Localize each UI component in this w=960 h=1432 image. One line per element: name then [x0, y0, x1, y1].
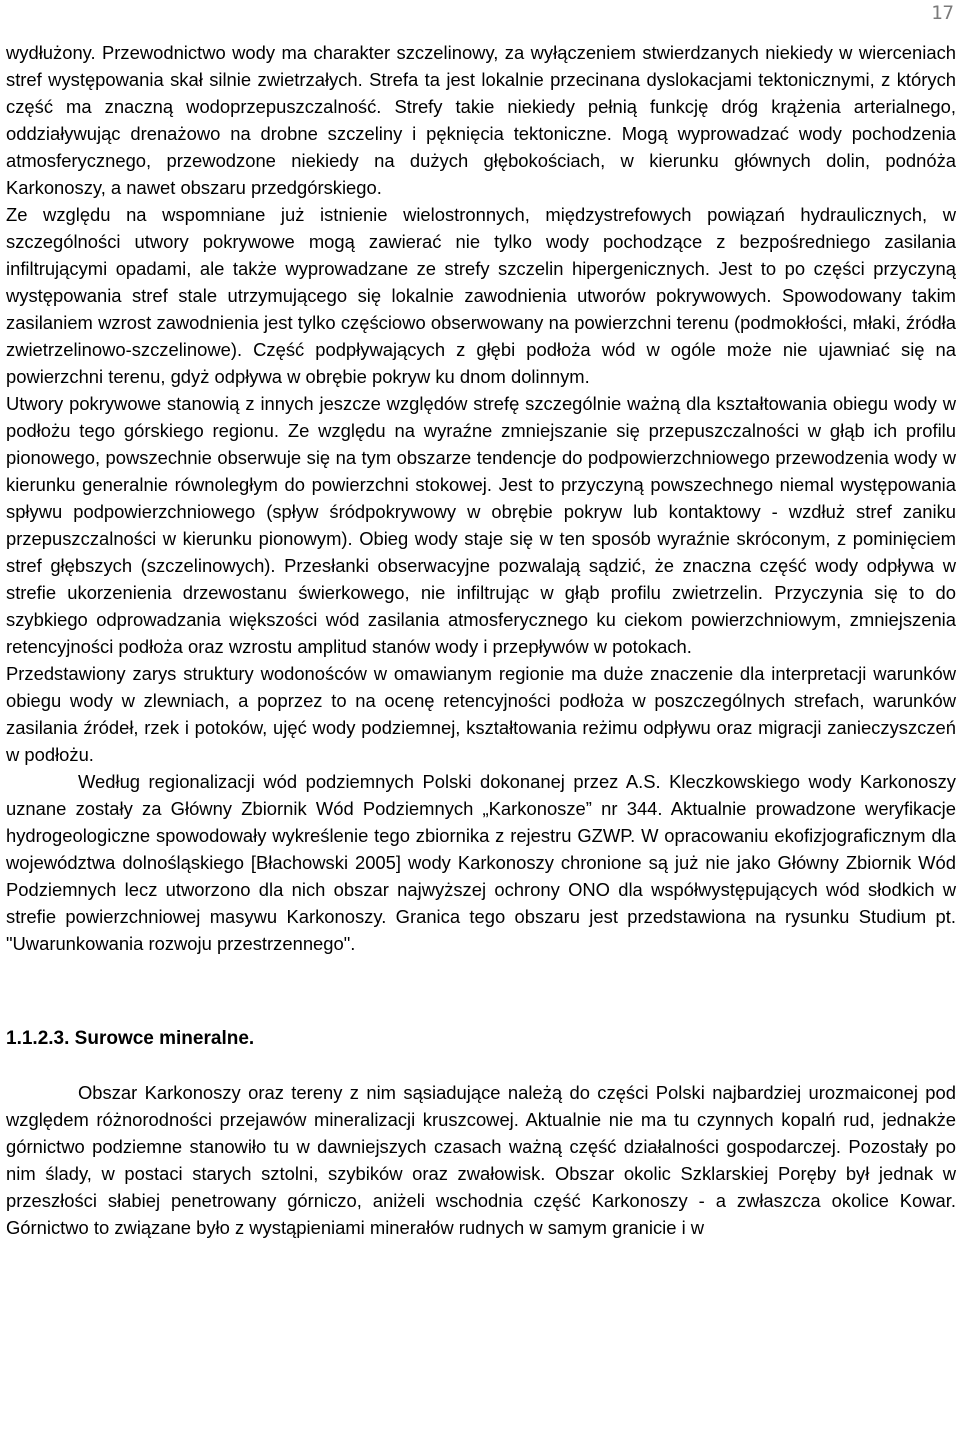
paragraph-cover-formations: Utwory pokrywowe stanowią z innych jeszcze względów strefę szczególnie ważną dla kształtowania obiegu wody w podłożu tego górskiego regionu. Ze względu na wyraźne zmniejszanie się przepuszczalności w głąb ich profilu pionowego, powszechnie obserwuje się na tym obszarze tendencje do podpowierzchniowego przewodzenia wody w kierunku generalnie równoległym do powierzchni stokowej. Jest to przyczyną powszechnego niemal występowania spływu podpowierzchniowego (spływ śródpokrywowy w obrębie pokryw lub kontaktowy - wzdłuż stref zaniku przepuszczalności w kierunku pionowym). Obieg wody staje się w ten sposób wyraźnie skróconym, z pominięciem stref głębszych (szczelinowych). Przesłanki obserwacyjne pozwalają sądzić, że znaczna część wody odpływa w strefie ukorzenienia drzewostanu świerkowego, nie infiltrując w głąb profilu zwietrzelin. Przyczynia się to do szybkiego odprowadzania większości wód zasilania atmosferycznego ku ciekom powierzchniowym, zmniejszenia retencyjności podłoża oraz wzrostu amplitud stanów wody i przepływów w potokach.	[6, 393, 956, 657]
document-body	[6, 39, 956, 1241]
paragraph-fracture-conductivity: wydłużony. Przewodnictwo wody ma charakter szczelinowy, za wyłączeniem stwierdzanych niekiedy w wierceniach stref występowania skał silnie zwietrzałych. Strefa ta jest lokalnie przecinana dyslokacjami tektonicznymi, z których część ma znaczną wodoprzepuszczalność. Strefy takie niekiedy pełnią funkcję dróg krążenia arterialnego, oddziaływując drenażowo na drobne szczeliny i pęknięcia tektoniczne. Mogą wyprowadzać wody pochodzenia atmosferycznego, przewodzone niekiedy na dużych głębokościach, w kierunku głównych dolin, podnóża Karkonoszy, a nawet obszaru przedgórskiego.	[6, 42, 956, 198]
paragraph-hydraulic-connections: Ze względu na wspomniane już istnienie wielostronnych, międzystrefowych powiązań hydraulicznych, w szczególności utwory pokrywowe mogą zawierać nie tylko wody pochodzące z bezpośredniego zasilania infiltrującymi opadami, ale także wyprowadzane ze strefy szczelin hipergenicznych. Jest to po części przyczyną występowania stref stale utrzymującego się lokalnie zawodnienia utworów pokrywowych. Spowodowany takim zasilaniem wzrost zawodnienia jest tylko częściowo obserwowany na powierzchni terenu (podmokłości, młaki, źródła zwietrzelinowo-szczelinowe). Część podpływających z głębi podłoża wód w ogóle może nie ujawniać się na powierzchni terenu, gdyż odpływa w obrębie pokryw ku dnom dolinnym.	[6, 204, 956, 387]
paragraph-groundwater-regionalization: Według regionalizacji wód podziemnych Polski dokonanej przez A.S. Kleczkowskiego wody Karkonoszy uznane zostały za Główny Zbiornik Wód Podziemnych „Karkonosze” nr 344. Aktualnie prowadzone weryfikacje hydrogeologiczne spowodowały wykreślenie tego zbiornika z rejestru GZWP. W opracowaniu ekofizjograficznym dla województwa dolnośląskiego [Błachowski 2005] wody Karkonoszy chronione są już nie jako Główny Zbiornik Wód Podziemnych lecz utworzono dla nich obszar najwyższej ochrony ONO dla współwystępujących wód słodkich w strefie powierzchniowej masywu Karkonoszy. Granica tego obszaru jest przedstawiona na rysunku Studium pt. "Uwarunkowania rozwoju przestrzennego".	[6, 771, 956, 954]
paragraph-mineral-resources: Obszar Karkonoszy oraz tereny z nim sąsiadujące należą do części Polski najbardziej urozmaiconej pod względem różnorodności przejawów mineralizacji kruszcowej. Aktualnie nie ma tu czynnych kopalń rud, jednakże górnictwo podziemne stanowiło tu w dawniejszych czasach ważną część działalności gospodarczej. Pozostały po nim ślady, w postaci starych sztolni, szybików oraz zwałowisk. Obszar okolic Szklarskiej Poręby był jednak w przeszłości słabiej penetrowany górniczo, aniżeli wschodnia część Karkonoszy - a zwłaszcza okolice Kowar. Górnictwo to związane było z wystąpieniami minerałów rudnych w samym granicie i w	[6, 1082, 956, 1238]
page-number: 17	[931, 2, 954, 24]
paragraph-aquifer-structure: Przedstawiony zarys struktury wodonośców w omawianym regionie ma duże znaczenie dla interpretacji warunków obiegu wody w zlewniach, a poprzez to na ocenę retencyjności podłoża w poszczególnych strefach, warunków zasilania źródeł, rzek i potoków, ujęć wody podziemnej, kształtowania reżimu odpływu oraz migracji zanieczyszczeń w podłożu.	[6, 663, 956, 765]
section-heading: 1.1.2.3. Surowce mineralne.	[6, 1028, 255, 1049]
